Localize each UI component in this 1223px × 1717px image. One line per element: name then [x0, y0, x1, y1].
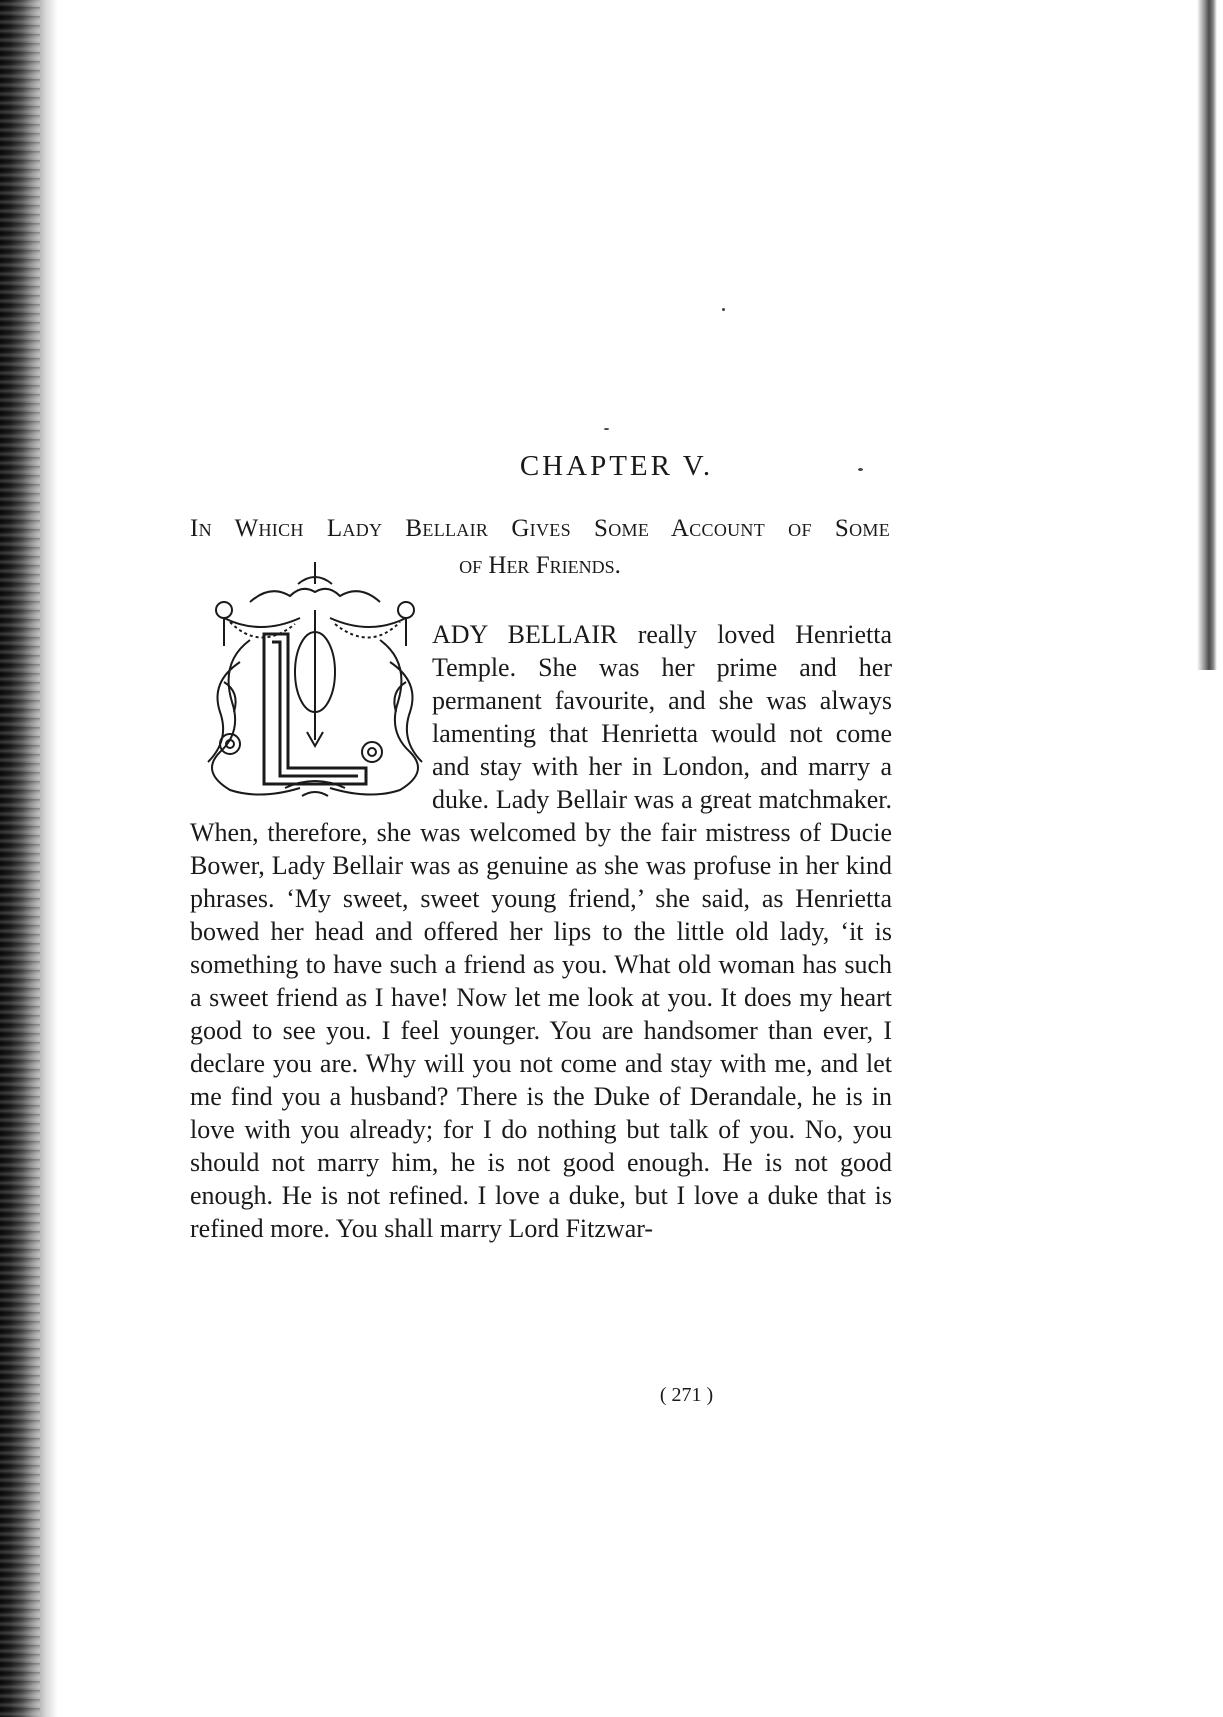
svg-text:L: L — [190, 562, 191, 563]
body-text: ADY BELLAIR really loved Henrietta Temple. She was her prime and her permanent favourite, and she was always lamenting that Henrietta would not come and stay with her in London, and marry a duke. Lady Bellair was a great matchmaker. When, therefore, she was welcomed by the fair mistress of Ducie Bower, Lady Bellair was as genuine as she was profuse in her kind phrases. ‘My sweet, sweet young friend,’ she said, as Henrietta bowed her head and offered her lips to the little old lady, ‘it is something to have such a friend as you. What old woman has such a sweet friend as I have! Now let me look at you. It does my heart good to see you. I feel younger. You are handsomer than ever, I declare you are. Why will you not come and stay with me, and let me find you a husband? There is the Duke of Derandale, he is in love with you already; for I do nothing but talk of you. No, you should not marry him, he is not good enough. He is not good enough. He is not refined. I love a duke, but I love a duke that is refined more. You shall marry Lord Fitzwar- — [190, 620, 892, 1243]
chapter-subtitle-continued: of Her Friends. — [459, 552, 621, 579]
scan-edge-left — [0, 0, 58, 1717]
speck — [722, 308, 725, 311]
chapter-title: CHAPTER V. — [519, 450, 714, 482]
body-paragraph — [190, 618, 892, 1245]
scan-edge-right — [1197, 0, 1217, 670]
page-number: ( 271 ) — [659, 1384, 714, 1406]
speck — [604, 428, 609, 430]
chapter-subtitle: In Which Lady Bellair Gives Some Account of Some — [190, 515, 890, 542]
